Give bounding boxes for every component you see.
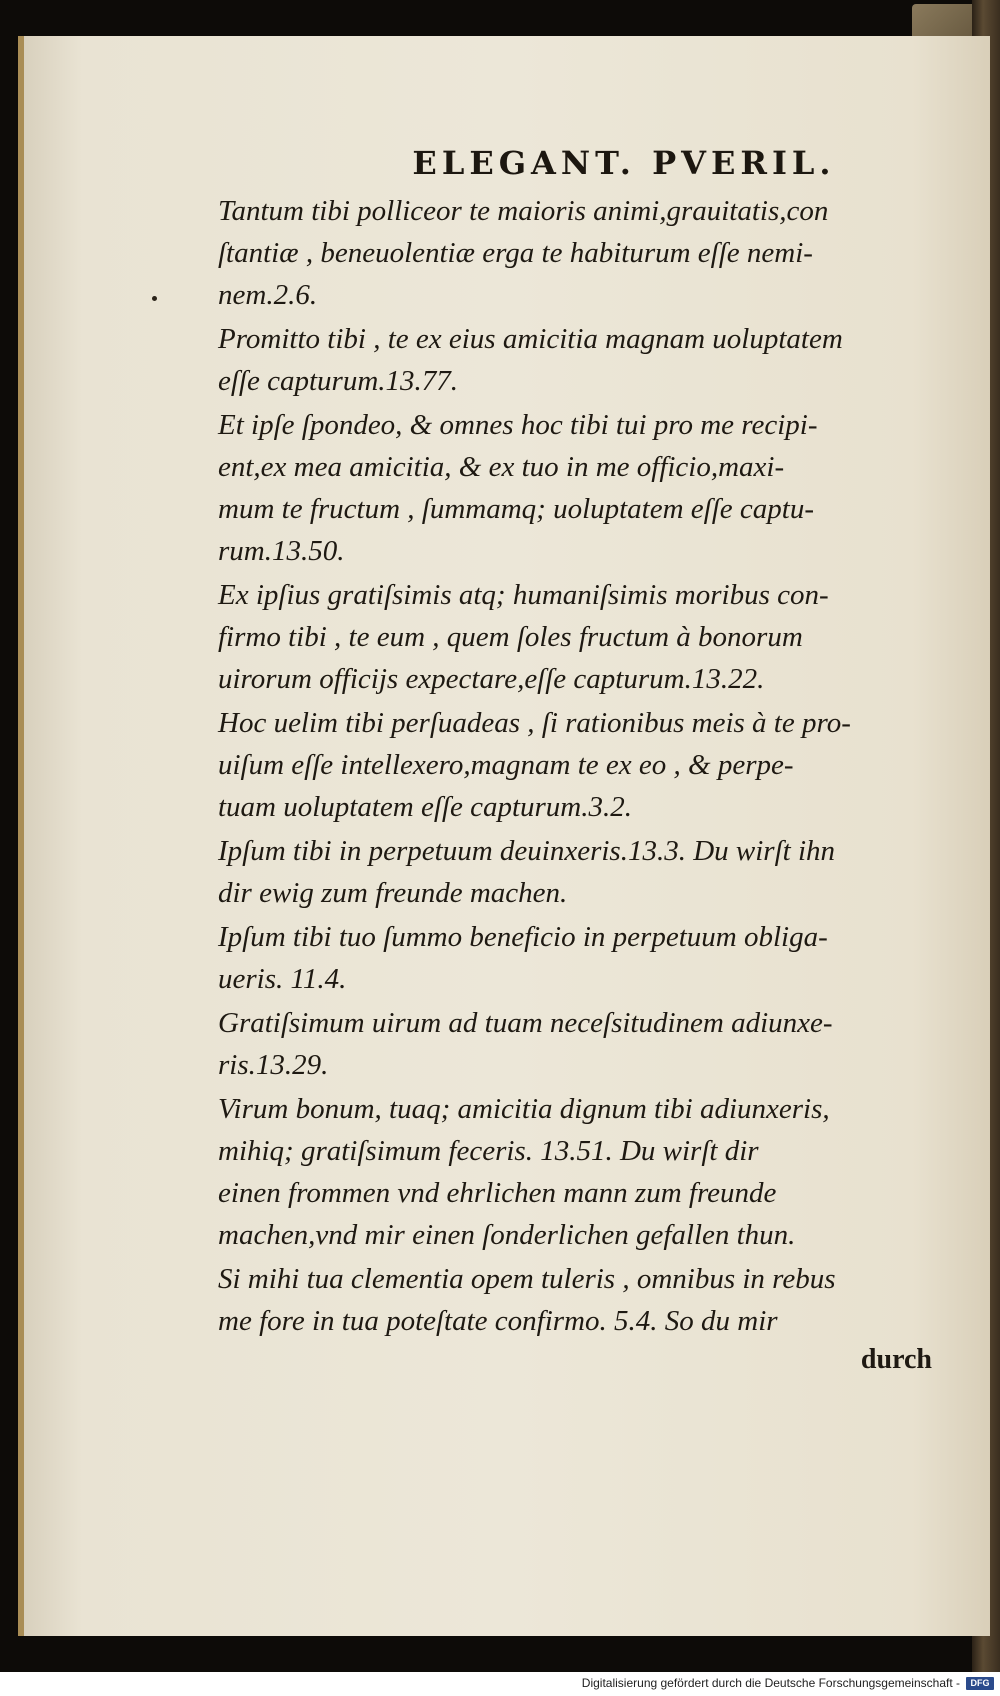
entry-line: Hoc uelim tibi perſuadeas , ſi rationibus meis à te pro- xyxy=(218,707,851,739)
entry-line: ent,ex mea amicitia, & ex tuo in me officio,maxi- xyxy=(218,451,785,483)
entry-line: me fore in tua poteſtate confirmo. 5.4. So du mir xyxy=(218,1305,778,1337)
phrase-entry xyxy=(218,1002,970,1086)
book-page xyxy=(18,36,990,1636)
entry-line: ris.13.29. xyxy=(218,1049,329,1081)
footer-credit: Digitalisierung gefördert durch die Deutsche Forschungsgemeinschaft - xyxy=(581,1676,960,1690)
dfg-logo-icon: DFG xyxy=(966,1677,994,1690)
phrase-entry xyxy=(218,318,970,402)
phrase-entry xyxy=(218,830,970,914)
footer-bar xyxy=(0,1672,1000,1696)
entry-line: firmo tibi , te eum , quem ſoles fructum à bonorum xyxy=(218,621,803,653)
entry-line: uirorum officijs expectare,eſſe capturum.13.22. xyxy=(218,663,765,695)
entry-line: Si mihi tua clementia opem tuleris , omnibus in rebus xyxy=(218,1263,836,1295)
entry-line: uiſum eſſe intellexero,magnam te ex eo , & perpe- xyxy=(218,749,794,781)
entry-line: mihiq; gratiſsimum feceris. 13.51. Du wirſt dir xyxy=(218,1135,759,1167)
entry-line: ſtantiæ , beneuolentiæ erga te habiturum eſſe nemi- xyxy=(218,237,813,269)
entry-line: Gratiſsimum uirum ad tuam neceſsitudinem adiunxe- xyxy=(218,1007,833,1039)
entry-line: ueris. 11.4. xyxy=(218,963,347,995)
entry-line: rum.13.50. xyxy=(218,535,345,567)
phrase-entry xyxy=(218,404,970,572)
entry-line: nem.2.6. xyxy=(218,279,318,311)
entry-line: Tantum tibi polliceor te maioris animi,grauitatis,con xyxy=(218,195,829,227)
entry-line: tuam uoluptatem eſſe capturum.3.2. xyxy=(218,791,633,823)
entry-line: Ipſum tibi tuo ſummo beneficio in perpetuum obliga- xyxy=(218,921,828,953)
entry-line: dir ewig zum freunde machen. xyxy=(218,877,568,909)
phrase-entry xyxy=(218,1088,970,1256)
entry-line: Ipſum tibi in perpetuum deuinxeris.13.3. Du wirſt ihn xyxy=(218,835,836,867)
entry-line: mum te fructum , ſummamq; uoluptatem eſſe captu- xyxy=(218,493,815,525)
entry-line: einen frommen vnd ehrlichen mann zum freunde xyxy=(218,1177,777,1209)
entry-line: Ex ipſius gratiſsimis atq; humaniſsimis moribus con- xyxy=(218,579,829,611)
running-head: ELEGANT. PVERIL. xyxy=(412,144,836,182)
phrase-entry xyxy=(218,1258,970,1342)
phrase-entry xyxy=(218,574,970,700)
entry-line: Promitto tibi , te ex eius amicitia magnam uoluptatem xyxy=(218,323,843,355)
entry-list xyxy=(218,190,970,1342)
entry-line: Virum bonum, tuaq; amicitia dignum tibi adiunxeris, xyxy=(218,1093,830,1125)
phrase-entry xyxy=(218,190,970,316)
text-block xyxy=(218,144,970,1376)
ink-speck xyxy=(152,296,157,301)
entry-line: machen,vnd mir einen ſonderlichen gefallen thun. xyxy=(218,1219,796,1251)
entry-line: Et ipſe ſpondeo, & omnes hoc tibi tui pro me recipi- xyxy=(218,409,818,441)
phrase-entry xyxy=(218,916,970,1000)
catchword: durch xyxy=(860,1344,932,1375)
phrase-entry xyxy=(218,702,970,828)
entry-line: eſſe capturum.13.77. xyxy=(218,365,459,397)
